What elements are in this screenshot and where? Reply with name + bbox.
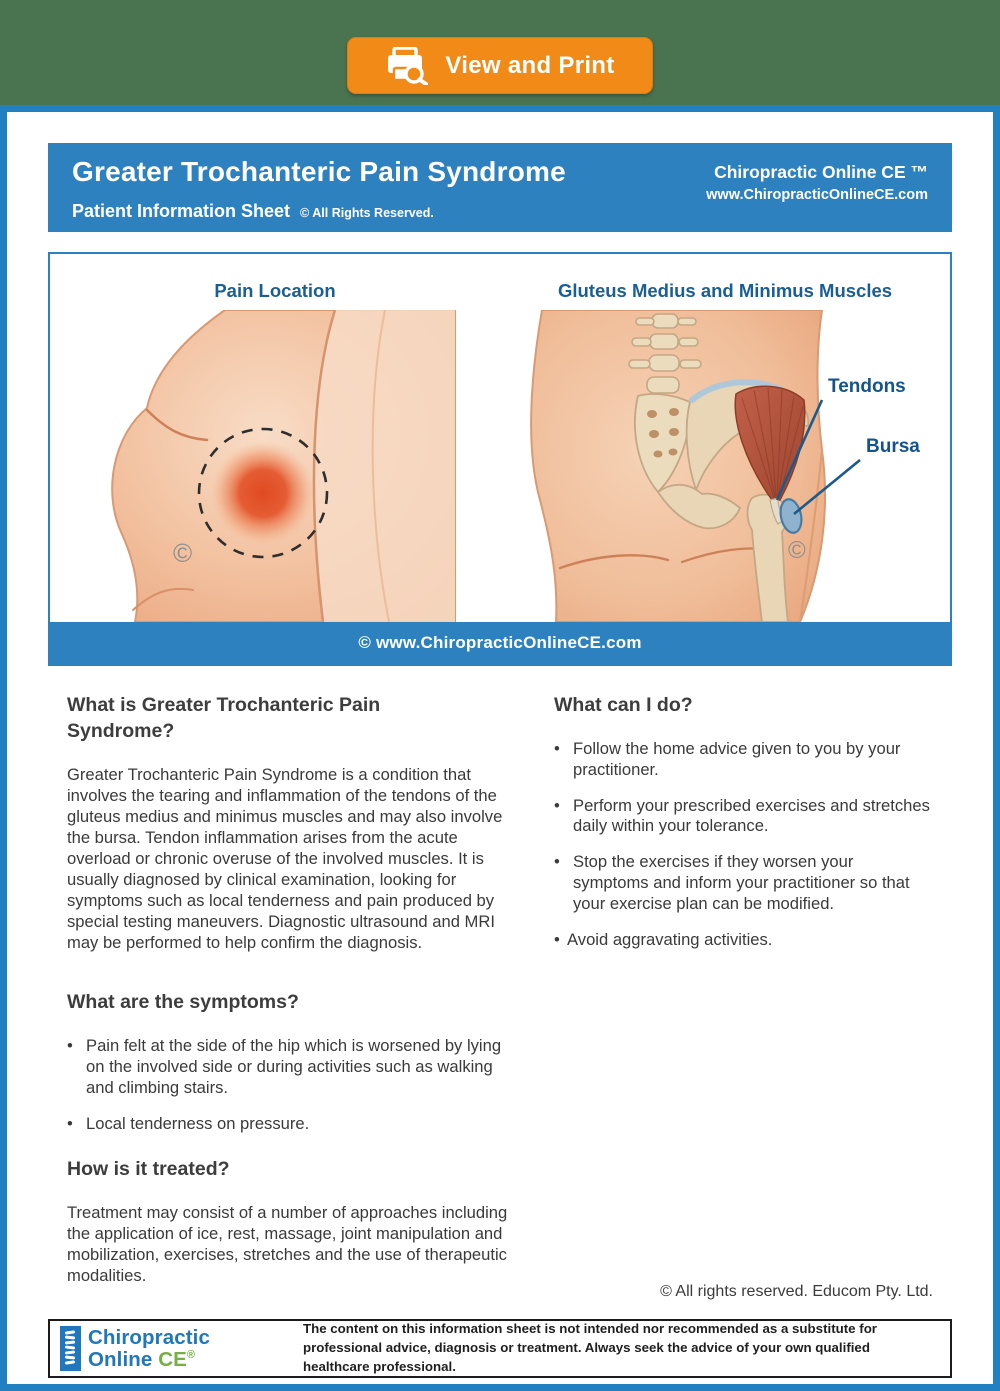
what-is-paragraph: Greater Trochanteric Pain Syndrome is a condition that involves the tearing and inflammation of the tendons of the gluteus medius and minimus muscles and may also involve the bursa. Tendon inflammation arises from the acute overload or chronic overuse of the involved muscles. It is usually diagnosed by clinical examination, looking for symptoms such as local tenderness and pain produced by special testing maneuvers. Diagnostic ultrasound and MRI may be performed to help confirm the diagnosis.	[67, 765, 503, 953]
figure-right-title: Gluteus Medius and Minimus Muscles	[557, 280, 893, 301]
brand-url: www.ChiropracticOnlineCE.com	[706, 187, 928, 203]
heading-treated: How is it treated?	[67, 1157, 230, 1180]
list-item: • Avoid aggravating activities.	[554, 930, 773, 950]
educom-rights-line: © All rights reserved. Educom Pty. Ltd.	[660, 1283, 933, 1300]
view-and-print-label: View and Print	[445, 51, 615, 79]
chiropractic-online-ce-logo	[60, 1326, 210, 1371]
right-column	[514, 693, 933, 1311]
list-item: • Local tenderness on pressure.	[67, 1113, 310, 1133]
pain-location-illustration	[50, 310, 500, 622]
list-item: • Stop the exercises if they worsen your symptoms and inform your practitioner so that your exercise plan can be modified.	[554, 852, 910, 914]
copyright-glyph-right: ©	[788, 537, 806, 564]
bullet-dot: •	[67, 1036, 73, 1056]
header-bar	[48, 143, 952, 232]
tendons-label: Tendons	[828, 376, 906, 397]
view-and-print-button[interactable]	[347, 37, 653, 94]
list-item: • Follow the home advice given to you by your practitioner.	[554, 738, 901, 779]
footer-disclaimer: The content on this information sheet is not intended nor recommended as a substitute for professional advice, diagnosis or treatment. Always seek the advice of your own qualified healthcare professional.	[302, 1321, 877, 1374]
footer-bar	[48, 1319, 952, 1378]
heading-symptoms: What are the symptoms?	[67, 991, 299, 1014]
spine-icon	[60, 1326, 81, 1371]
header-rights-note: © All Rights Reserved.	[300, 206, 434, 220]
page-subtitle: Patient Information Sheet	[72, 201, 291, 221]
left-column	[67, 693, 514, 1311]
symptoms-list	[67, 1036, 514, 1135]
brand-name: Chiropractic Online CE ™	[714, 162, 928, 182]
printer-search-icon	[385, 47, 429, 85]
gluteus-illustration	[500, 310, 950, 622]
copyright-glyph-left: ©	[173, 538, 193, 568]
logo-online: Online	[88, 1347, 159, 1371]
figure-left-title: Pain Location	[214, 280, 336, 301]
figure-panel	[48, 252, 952, 666]
heading-what-is: What is Greater Trochanteric Pain Syndrome?	[67, 694, 381, 742]
list-item: • Pain felt at the side of the hip which is worsened by lying on the involved side or during activities such as walking and climbing stairs.	[67, 1036, 502, 1097]
what-can-list	[554, 739, 933, 966]
bullet-dot: •	[554, 852, 560, 872]
heading-what-can: What can I do?	[554, 694, 693, 716]
arm-contour	[314, 310, 455, 622]
treated-paragraph: Treatment may consist of a number of approaches including the application of ice, rest, massage, joint manipulation and mobilization, exercises, stretches and the use of therapeutic modalities.	[67, 1203, 508, 1286]
bullet-dot: •	[554, 795, 560, 815]
figure-copyright-bar: © www.ChiropracticOnlineCE.com	[50, 622, 950, 664]
document-page	[0, 105, 1000, 1391]
bullet-dot: •	[67, 1113, 73, 1133]
bullet-dot: •	[554, 930, 560, 950]
logo-registered-mark: ®	[186, 1348, 196, 1361]
bursa-label: Bursa	[866, 436, 920, 457]
bullet-dot: •	[554, 738, 560, 758]
page-title: Greater Trochanteric Pain Syndrome	[72, 156, 566, 187]
logo-line1: Chiropractic	[88, 1326, 210, 1350]
pain-spot	[211, 441, 315, 545]
logo-ce: CE	[158, 1347, 187, 1371]
list-item: • Perform your prescribed exercises and stretches daily within your tolerance.	[554, 795, 930, 836]
